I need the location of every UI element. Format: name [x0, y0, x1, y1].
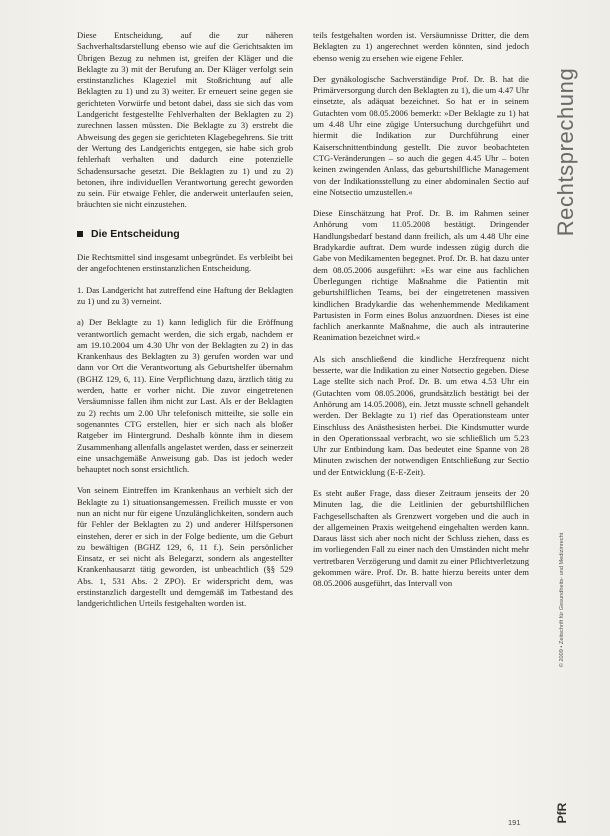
section-heading-label: Die Entscheidung — [91, 227, 180, 240]
paragraph: Es steht außer Frage, dass dieser Zeitraum jenseits der 20 Minuten lag, die die Leitlinien der geburtshilflichen Fachgesellschaften als Grenzwert vorgeben und die auch in der allgemeinen Praxis weitgehend eingehalten werden kann. Daraus lässt sich aber noch nicht der Schluss ziehen, dass es im vorliegenden Fall zu einer nach den Umständen nicht mehr vertretbaren Verzögerung und damit zu einer Pflichtverletzung gekommen wäre. Prof. Dr. B. hatte hierzu bereits unter dem 08.05.2006 ausgeführt, das Intervall von — [313, 487, 529, 589]
section-title-text: Rechtsprechung — [553, 67, 578, 237]
journal-meta-text: © 2009 • Zeitschrift für Gesundheits- und Medizinrecht — [559, 532, 565, 668]
paragraph: Die Rechtsmittel sind insgesamt unbegründet. Es verbleibt bei der angefochtenen erstinstanzlichen Entscheidung. — [77, 252, 293, 274]
paragraph: Als sich anschließend die kindliche Herzfrequenz nicht besserte, war die Indikation zu einer Notsectio gegeben. Diese Lage stellte sich nach Prof. Dr. B. um etwa 4.53 Uhr ein (Gutachten vom 08.05.2006, grundsätzlich bestätigt bei der Anhörung am 14.05.2008), ein. Jetzt musste schnell gehandelt werden. Der Beklagte zu 1) rief das Operationsteam unter Einschluss des Anästhesisten herbei. Die Kindsmutter wurde in den Operationssaal verbracht, wo sie schließlich um 5.23 Uhr zur Entbindung kam. Das bedeutet eine Spanne von 28 Minuten zwischen der notwendigen Entschließung zur Sectio und der Entwicklung (E-E-Zeit). — [313, 353, 529, 477]
bullet-square-icon — [77, 231, 83, 237]
text-column-right — [313, 30, 529, 600]
section-title-vertical — [546, 52, 586, 252]
journal-logo-text: PfR — [555, 802, 569, 824]
page-number: 191 — [508, 818, 521, 827]
paragraph: 1. Das Landgericht hat zutreffend eine Haftung der Beklagten zu 1) und zu 3) verneint. — [77, 284, 293, 306]
section-heading — [77, 229, 293, 240]
journal-meta-vertical — [555, 380, 569, 820]
text-column-left — [77, 30, 293, 620]
paragraph: Der gynäkologische Sachverständige Prof. Dr. B. hat die Primärversorgung durch den Beklagten zu 1), die um 4.47 Uhr einsetzte, als adäquat bezeichnet. So hat er in seinem Gutachten vom 08.05.2006 bemerkt: »Der Beklagte zu 1) hat um 4.48 Uhr eine zügige Untersuchung durchgeführt und hiermit die Indikation zur Durchführung einer Kaiserschnittentbindung gestellt. Die zuvor beobachteten CTG-Veränderungen – so auch die gegen 4.45 Uhr – boten keinen zwingenden Anlass, das geburtshilfliche Management von der Indikationsstellung zu einer abdominalen Sectio auf eine Notsectio umzustellen.« — [313, 73, 529, 197]
paragraph: teils festgehalten worden ist. Versäumnisse Dritter, die dem Beklagten zu 1) angerechnet werden könnten, sind jedoch ebenso wenig zu ersehen wie eigene Fehler. — [313, 30, 529, 63]
paragraph: Diese Entscheidung, auf die zur näheren Sachverhaltsdarstellung ebenso wie auf die Gerichtsakten im Übrigen Bezug zu nehmen ist, greifen der Kläger und die Beklagte zu 3) mit der Berufung an. Der Kläger verfolgt sein erstinstanzliches Klageziel mit Stoßrichtung auf alle Beklagten zu 1) und zu 3) weiter. Er erneuert seine gegen sie gerichteten Vorwürfe und betont dabei, dass sie sich das vom Landgericht festgestellte Fehlverhalten der Beklagten zu 2) zurechnen lassen müssten. Die Beklagte zu 3) erstrebt die Abweisung des gegen sie gerichteten Klagebegehrens. Sie tritt der Wertung des Landgerichts entgegen, sie habe sich grob fehlerhaft verhalten und dadurch eine potenzielle Schadensursache gesetzt. Die Beklagten zu 1) und zu 2) betonen, ihre individuellen Verantwortung gerecht geworden zu sein. Für etwaige Fehler, die anderweit unterlaufen seien, bräuchten sie nicht einzustehen. — [77, 30, 293, 210]
paragraph: a) Der Beklagte zu 1) kann lediglich für die Eröffnung verantwortlich gemacht werden, die sich ergab, nachdem er am 19.10.2004 um 4.30 Uhr von der Beklagten zu 2) in das Krankenhaus des Beklagten zu 3) gerufen worden war und dann vor Ort die Verantwortung als Geburtshelfer übernahm (BGHZ 129, 6, 11). Eine Verpflichtung dazu, ärztlich tätig zu werden, hatte er vorher nicht. Die zuvor eingetretenen Versäumnisse fallen ihm nicht zur Last. Als er der Beklagten zu 2) rechts um 2.00 Uhr telefonisch mitteilte, sie solle ein sogenanntes CTG erstellen, hier er sich nach als bloßer Ratgeber im Hintergrund. Deshalb könnte ihm in diesem Zusammenhang allenfalls angelastet werden, dass er seinerzeit eine unsachgemäße Anweisung gab. Das ist jedoch weder behauptet noch sonst ersichtlich. — [77, 317, 293, 475]
journal-logo — [551, 800, 573, 826]
paragraph: Von seinem Eintreffen im Krankenhaus an verhielt sich der Beklagte zu 1) situationsangemessen. Freilich musste er von nun an nicht nur für eigene Unzulänglichkeiten, sondern auch für Fehler der Beklagten zu 2) und anderer Hilfspersonen einstehen, derer er sich in der Folge bediente, um die Geburt zu bewältigen (BGHZ 129, 6, 11 f.). Sein persönlicher Einsatz, er sei nicht als Belegarzt, sondern als angestellter Krankenhausarzt tätig geworden, ist unbeachtlich (§§ 529 Abs. 1, 531 Abs. 2 ZPO). Er widerspricht dem, was erstinstanzlich dargestellt und demgemäß im Tatbestand des landgerichtlichen Urteils festgehalten worden ist. — [77, 485, 293, 609]
paragraph: Diese Einschätzung hat Prof. Dr. B. im Rahmen seiner Anhörung vom 11.05.2008 bestätigt. Dringender Handlungsbedarf bestand dann freilich, als um 4.48 Uhr eine Bradykardie auftrat. Dem wurde indessen zügig durch die Gabe von Medikamenten begegnet. Prof. Dr. B. hat dazu unter dem 08.05.2006 ausgeführt: »Es war eine aus fachlichen Überlegungen richtige Maßnahme die Patientin mit geburtshilflichen Teams, bei der eingetretenen massiven kindlichen Bradykardie das wehenhemmende Medikament Partusisten in Form eines Bolus anzuordnen. Dieses ist eine fachlich anerkannte Maßnahme, die auch als intrauterine Reanimation bezeichnet wird.« — [313, 208, 529, 343]
